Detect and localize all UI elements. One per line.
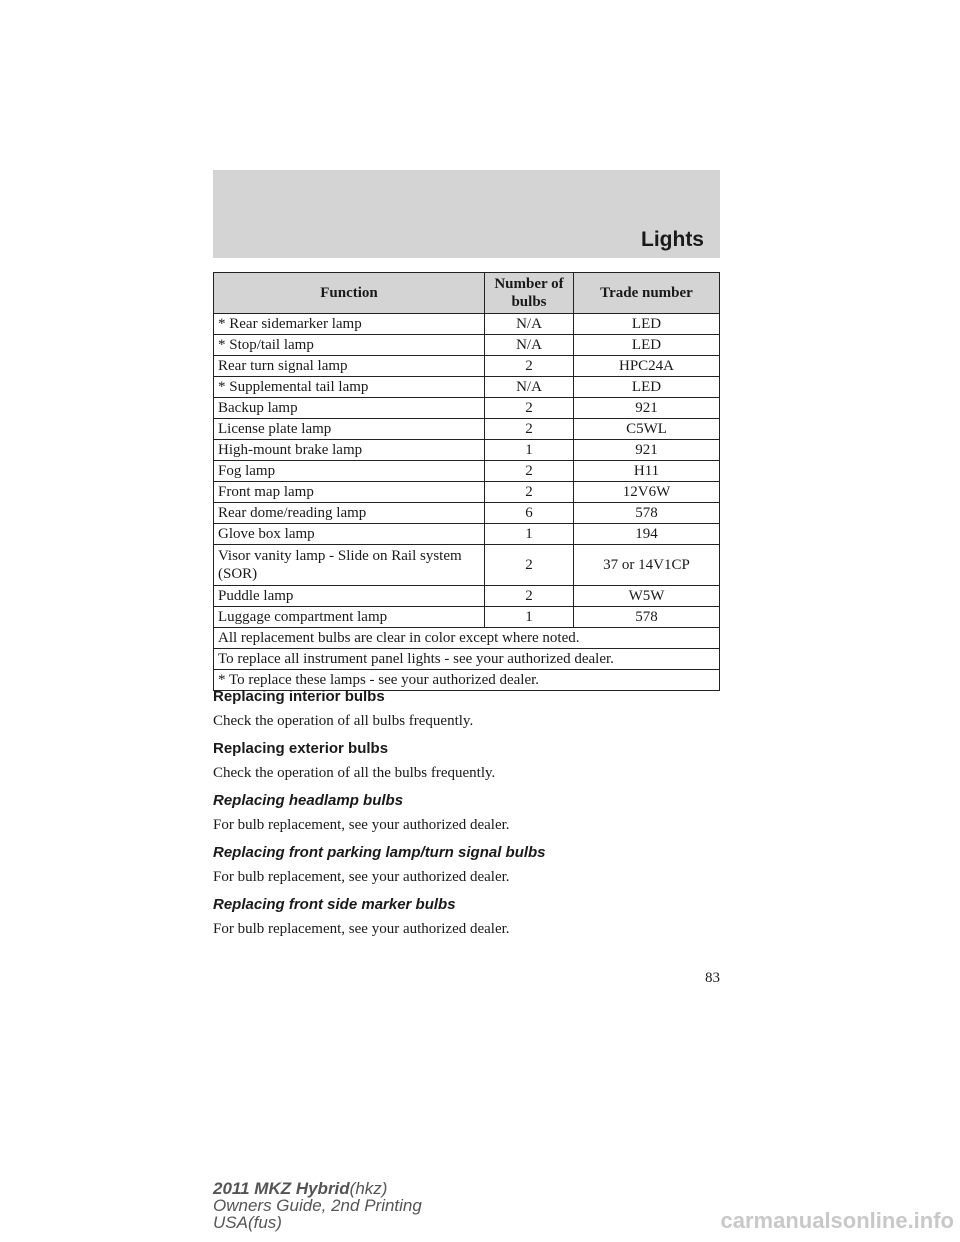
cell-trade: C5WL [574, 419, 720, 440]
cell-number: 1 [485, 524, 574, 545]
cell-function: Glove box lamp [214, 524, 485, 545]
table-row [214, 586, 720, 607]
table-row [214, 524, 720, 545]
cell-number: 2 [485, 482, 574, 503]
cell-function: Visor vanity lamp - Slide on Rail system (SOR) [214, 545, 485, 586]
footer [213, 1180, 422, 1231]
column-header-number-of-bulbs: Number of bulbs [485, 273, 574, 314]
cell-trade: 921 [574, 440, 720, 461]
cell-trade: H11 [574, 461, 720, 482]
cell-function: * Supplemental tail lamp [214, 377, 485, 398]
table-row [214, 482, 720, 503]
cell-trade: 12V6W [574, 482, 720, 503]
column-header-function: Function [214, 273, 485, 314]
table-header-row [214, 273, 720, 314]
cell-number: 2 [485, 545, 574, 586]
cell-trade: W5W [574, 586, 720, 607]
table-row [214, 335, 720, 356]
cell-function: Rear dome/reading lamp [214, 503, 485, 524]
subheading-parking-turn-signal-bulbs: Replacing front parking lamp/turn signal bulbs [213, 844, 546, 861]
paragraph: Check the operation of all the bulbs frequently. [213, 765, 496, 781]
cell-number: 1 [485, 607, 574, 628]
paragraph: For bulb replacement, see your authorized dealer. [213, 921, 510, 937]
table-row [214, 503, 720, 524]
table-row [214, 419, 720, 440]
footer-model: 2011 MKZ Hybrid [213, 1179, 350, 1198]
cell-trade: 578 [574, 503, 720, 524]
column-header-trade-number: Trade number [574, 273, 720, 314]
cell-number: 1 [485, 440, 574, 461]
cell-function: High-mount brake lamp [214, 440, 485, 461]
subheading-headlamp-bulbs: Replacing headlamp bulbs [213, 792, 404, 809]
table-row [214, 356, 720, 377]
table-row [214, 461, 720, 482]
cell-number: N/A [485, 377, 574, 398]
cell-function: * Stop/tail lamp [214, 335, 485, 356]
section-header-band [213, 170, 720, 258]
page-number: 83 [705, 970, 720, 986]
cell-function: Luggage compartment lamp [214, 607, 485, 628]
heading-replacing-exterior-bulbs: Replacing exterior bulbs [213, 740, 389, 757]
table-note-row [214, 649, 720, 670]
table-row [214, 377, 720, 398]
footer-market-code: (fus) [247, 1213, 282, 1232]
cell-trade: 921 [574, 398, 720, 419]
heading-replacing-interior-bulbs: Replacing interior bulbs [213, 688, 385, 705]
cell-trade: 578 [574, 607, 720, 628]
cell-number: 2 [485, 461, 574, 482]
footer-model-code: (hkz) [349, 1179, 388, 1198]
watermark: carmanualsonline.info [720, 1208, 954, 1233]
paragraph: Check the operation of all bulbs frequently. [213, 713, 474, 729]
cell-function: * Rear sidemarker lamp [214, 314, 485, 335]
cell-trade: LED [574, 314, 720, 335]
cell-trade: HPC24A [574, 356, 720, 377]
cell-trade: 194 [574, 524, 720, 545]
cell-function: Backup lamp [214, 398, 485, 419]
footer-market: USA [213, 1213, 248, 1232]
cell-number: 2 [485, 398, 574, 419]
cell-number: 2 [485, 419, 574, 440]
cell-number: 2 [485, 586, 574, 607]
cell-function: Fog lamp [214, 461, 485, 482]
table-note-row [214, 628, 720, 649]
cell-trade: LED [574, 377, 720, 398]
cell-function: License plate lamp [214, 419, 485, 440]
table-row [214, 314, 720, 335]
table-row [214, 440, 720, 461]
table-note: * To replace these lamps - see your authorized dealer. [214, 670, 720, 691]
cell-number: N/A [485, 314, 574, 335]
table-note: To replace all instrument panel lights - see your authorized dealer. [214, 649, 720, 670]
table-row [214, 545, 720, 586]
cell-number: 6 [485, 503, 574, 524]
section-title: Lights [641, 228, 704, 251]
paragraph: For bulb replacement, see your authorized dealer. [213, 817, 510, 833]
table-row [214, 398, 720, 419]
body-text [213, 688, 720, 948]
cell-trade: LED [574, 335, 720, 356]
cell-number: N/A [485, 335, 574, 356]
paragraph: For bulb replacement, see your authorized dealer. [213, 869, 510, 885]
cell-function: Front map lamp [214, 482, 485, 503]
cell-function: Rear turn signal lamp [214, 356, 485, 377]
table-note: All replacement bulbs are clear in color except where noted. [214, 628, 720, 649]
cell-trade: 37 or 14V1CP [574, 545, 720, 586]
bulb-specification-table [213, 272, 720, 691]
table-row [214, 607, 720, 628]
subheading-side-marker-bulbs: Replacing front side marker bulbs [213, 896, 456, 913]
cell-number: 2 [485, 356, 574, 377]
cell-function: Puddle lamp [214, 586, 485, 607]
footer-guide-edition: Owners Guide, 2nd Printing [213, 1196, 422, 1215]
